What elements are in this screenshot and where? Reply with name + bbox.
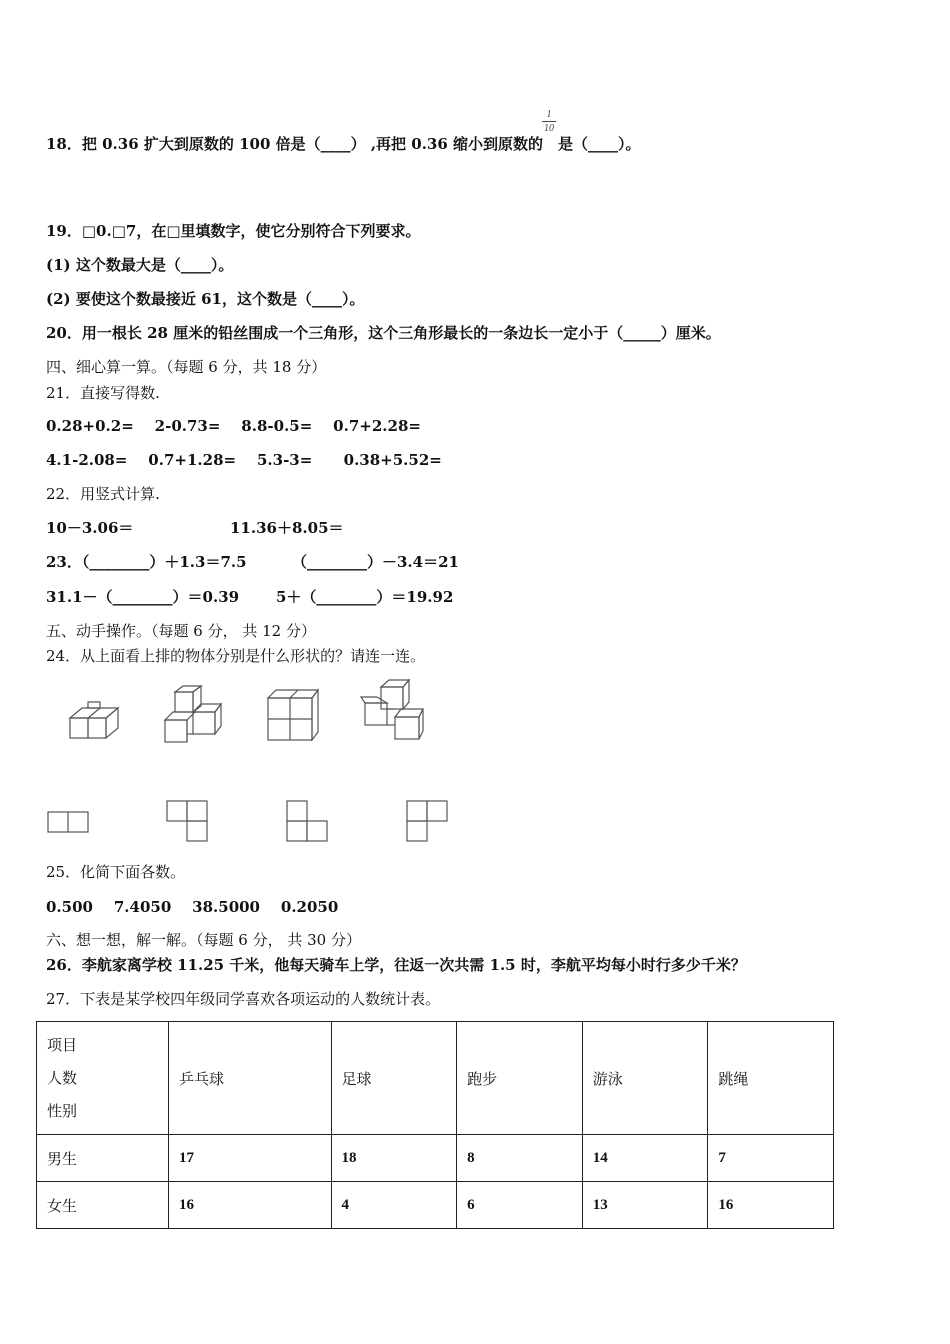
q23-expr3: 31.1－（________）＝0.39 (46, 588, 240, 606)
q22-title: 22．用竖式计算. (46, 485, 160, 503)
q25-title: 25．化简下面各数。 (46, 863, 186, 881)
q25-numbers: 0.500 7.4050 38.5000 0.2050 (46, 898, 339, 916)
q19-part1: (1) 这个数最大是（____）。 (46, 256, 234, 274)
col-header: 乒乓球 (169, 1022, 332, 1135)
q27: 27．下表是某学校四年级同学喜欢各项运动的人数统计表。 (46, 990, 441, 1008)
top-view-4 (405, 799, 451, 843)
row-label: 女生 (37, 1182, 169, 1229)
q24: 24．从上面看上排的物体分别是什么形状的？请连一连。 (46, 647, 426, 665)
top-view-1 (46, 810, 92, 836)
col-header: 跑步 (457, 1022, 583, 1135)
top-view-3 (285, 799, 331, 843)
corner-label-item: 项目 (47, 1035, 78, 1054)
table-cell: 16 (169, 1182, 332, 1229)
table-row (37, 1135, 834, 1182)
q21-title: 21．直接写得数. (46, 384, 160, 402)
table-corner-cell (37, 1022, 169, 1135)
q22-expr1: 10－3.06＝ (46, 519, 134, 537)
q19-part2: (2) 要使这个数最接近 61，这个数是（____）。 (46, 290, 365, 308)
fraction-denominator: 10 (544, 123, 554, 134)
cube-figure-2 (161, 684, 225, 746)
top-view-2 (165, 799, 211, 843)
q21-row2: 4.1-2.08= 0.7+1.28= 5.3-3= 0.38+5.52= (46, 451, 442, 469)
q23-expr2: （________）－3.4＝21 (292, 553, 459, 571)
q23-expr1: 23．（________）＋1.3＝7.5 (46, 553, 247, 571)
section6-heading: 六、想一想，解一解。（每题 6 分， 共 30 分） (46, 931, 361, 949)
table-cell: 16 (708, 1182, 834, 1229)
col-header: 跳绳 (708, 1022, 834, 1135)
table-cell: 4 (331, 1182, 457, 1229)
q23-expr4: 5＋（________）＝19.92 (276, 588, 454, 606)
q21-row1: 0.28+0.2= 2-0.73= 8.8-0.5= 0.7+2.28= (46, 417, 421, 435)
q18-fraction (540, 109, 558, 134)
col-header: 足球 (331, 1022, 457, 1135)
q20: 20．用一根长 28 厘米的铅丝围成一个三角形，这个三角形最长的一条边长一定小于（_____）厘米。 (46, 324, 721, 342)
sports-stats-table (36, 1021, 834, 1229)
q26: 26．李航家离学校 11.25 千米，他每天骑车上学，往返一次共需 1.5 时，李航平均每小时行多少千米？ (46, 956, 746, 974)
table-header-row (37, 1022, 834, 1135)
table-cell: 6 (457, 1182, 583, 1229)
table-cell: 14 (582, 1135, 708, 1182)
table-row (37, 1182, 834, 1229)
table-cell: 8 (457, 1135, 583, 1182)
q22-expr2: 11.36＋8.05＝ (230, 519, 344, 537)
table-cell: 13 (582, 1182, 708, 1229)
cube-figure-4 (357, 677, 425, 743)
table-cell: 7 (708, 1135, 834, 1182)
fraction-numerator: 1 (546, 109, 552, 120)
section4-heading: 四、细心算一算。（每题 6 分，共 18 分） (46, 358, 327, 376)
table-cell: 18 (331, 1135, 457, 1182)
row-label: 男生 (37, 1135, 169, 1182)
q18-text-after: 是（____）。 (558, 135, 641, 153)
corner-label-gender: 性别 (47, 1101, 78, 1120)
table-cell: 17 (169, 1135, 332, 1182)
cube-figure-3 (264, 688, 320, 744)
q19-title: 19．□0.□7，在□里填数字，使它分别符合下列要求。 (46, 222, 421, 240)
col-header: 游泳 (582, 1022, 708, 1135)
q18-text-before: 18．把 0.36 扩大到原数的 100 倍是（____） ,再把 0.36 缩小到原数的 (46, 135, 544, 153)
section5-heading: 五、动手操作。（每题 6 分， 共 12 分） (46, 622, 316, 640)
corner-label-count: 人数 (47, 1068, 78, 1087)
cube-figure-1 (66, 698, 124, 742)
q18-line (46, 134, 641, 154)
